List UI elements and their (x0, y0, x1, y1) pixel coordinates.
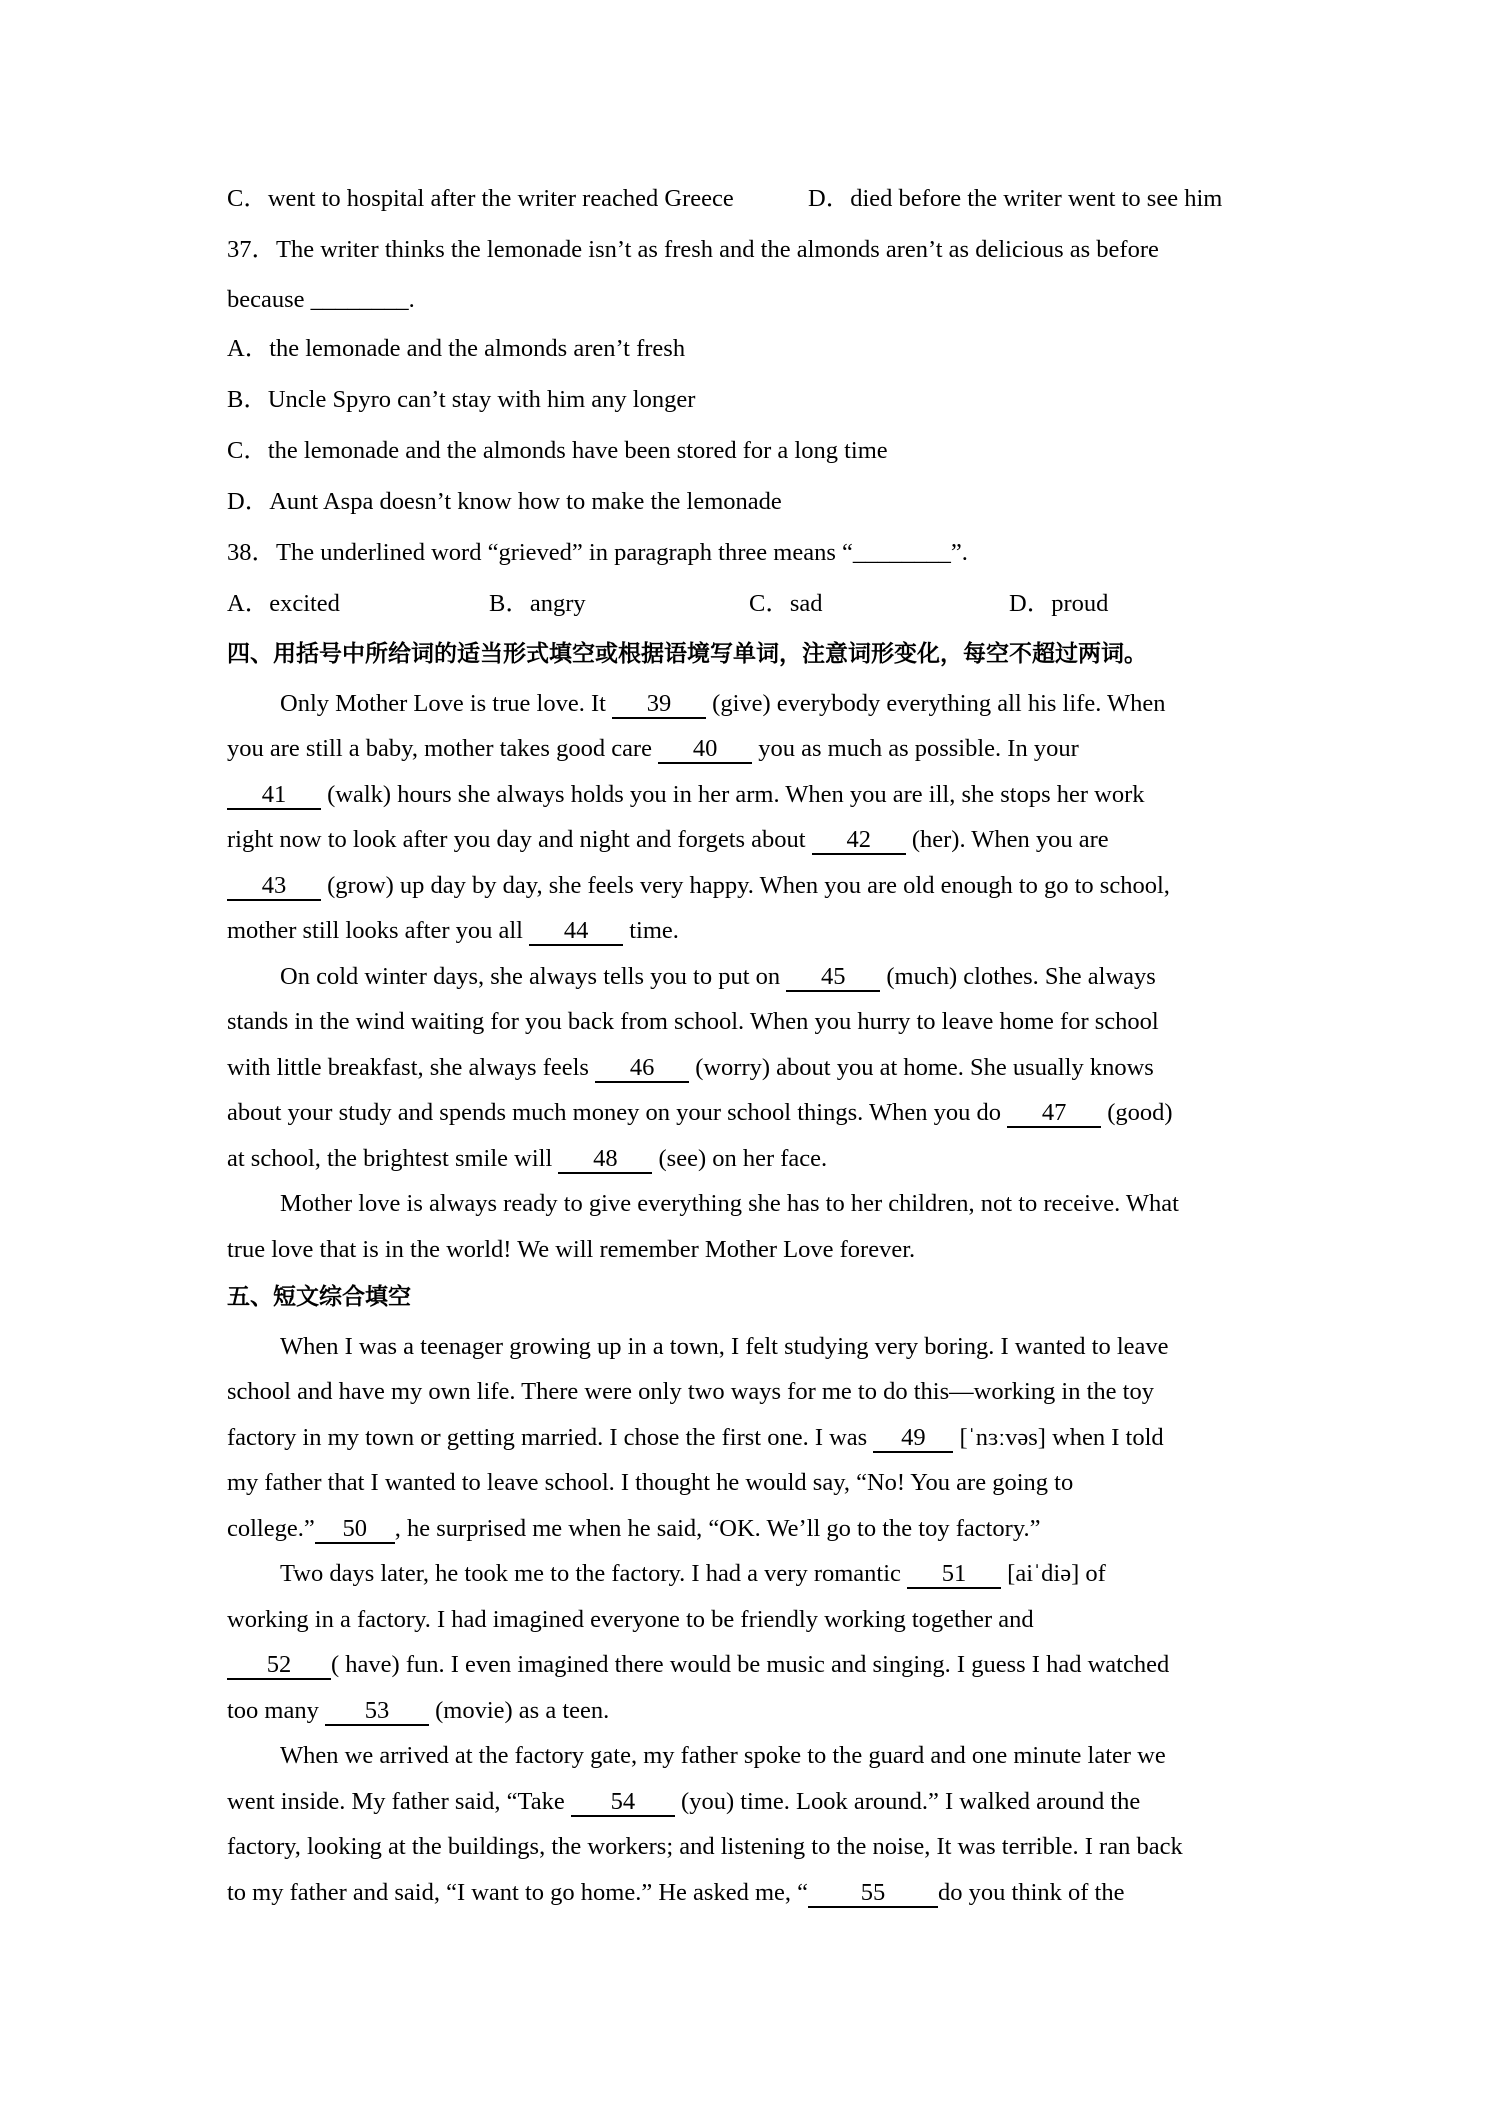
blank-43[interactable]: 43 (227, 873, 321, 901)
section4-heading: 四、用括号中所给词的适当形式填空或根据语境写单词，注意词形变化，每空不超过两词。 (227, 641, 1147, 667)
passage2-line: too many 53 (movie) as a teen. (227, 1697, 610, 1724)
passage1-line: you are still a baby, mother takes good care 40 you as much as possible. In your (227, 735, 1079, 762)
q38-option-d: D．proud (1009, 590, 1109, 617)
passage1-line: about your study and spends much money on your school things. When you do 47 (good) (227, 1099, 1173, 1126)
q38-option-c: C．sad (749, 590, 823, 617)
passage2-line: When we arrived at the factory gate, my father spoke to the guard and one minute later we (280, 1742, 1166, 1769)
passage1-line: stands in the wind waiting for you back from school. When you hurry to leave home for school (227, 1008, 1159, 1035)
passage1-line: true love that is in the world! We will remember Mother Love forever. (227, 1236, 916, 1263)
blank-55[interactable]: 55 (808, 1880, 938, 1908)
blank-40[interactable]: 40 (658, 736, 752, 764)
blank-51[interactable]: 51 (907, 1561, 1001, 1589)
blank-39[interactable]: 39 (612, 691, 706, 719)
passage1-line: Only Mother Love is true love. It 39 (give) everybody everything all his life. When (280, 690, 1166, 717)
passage2-line: Two days later, he took me to the factory. I had a very romantic 51 [aiˈdiə] of (280, 1560, 1106, 1587)
blank-53[interactable]: 53 (325, 1698, 429, 1726)
q37-option-c: C．the lemonade and the almonds have been stored for a long time (227, 437, 888, 464)
section5-heading: 五、短文综合填空 (227, 1284, 411, 1310)
passage2-line: to my father and said, “I want to go home.” He asked me, “ 55 do you think of the (227, 1879, 1125, 1906)
blank-49[interactable]: 49 (873, 1425, 953, 1453)
q38-option-b: B．angry (489, 590, 586, 617)
blank-52[interactable]: 52 (227, 1652, 331, 1680)
q37-option-a: A．the lemonade and the almonds aren’t fresh (227, 335, 686, 362)
passage2-line: factory, looking at the buildings, the workers; and listening to the noise, It was terrible. I ran back (227, 1833, 1183, 1860)
passage1-line: 43 (grow) up day by day, she feels very happy. When you are old enough to go to school, (227, 870, 1170, 902)
q37-stem-cont: because ________. (227, 286, 415, 313)
blank-50[interactable]: 50 (315, 1516, 395, 1544)
passage2-line: went inside. My father said, “Take 54 (you) time. Look around.” I walked around the (227, 1788, 1141, 1815)
passage2-line: my father that I wanted to leave school. I thought he would say, “No! You are going to (227, 1469, 1074, 1496)
passage1-line: mother still looks after you all 44 time. (227, 917, 679, 944)
passage2-line: 52 ( have) fun. I even imagined there would be music and singing. I guess I had watched (227, 1649, 1169, 1681)
passage2-line: school and have my own life. There were only two ways for me to do this—working in the toy (227, 1378, 1154, 1405)
passage1-line: with little breakfast, she always feels 46 (worry) about you at home. She usually knows (227, 1054, 1154, 1081)
q37-option-b: B．Uncle Spyro can’t stay with him any longer (227, 386, 696, 413)
passage2-line: When I was a teenager growing up in a town, I felt studying very boring. I wanted to leave (280, 1333, 1169, 1360)
q38-stem: 38．The underlined word “grieved” in paragraph three means “________”. (227, 539, 968, 566)
passage1-line: right now to look after you day and night and forgets about 42 (her). When you are (227, 826, 1109, 853)
blank-47[interactable]: 47 (1007, 1100, 1101, 1128)
passage2-line: college.” 50 , he surprised me when he said, “OK. We’ll go to the toy factory.” (227, 1515, 1041, 1542)
q37-option-d: D．Aunt Aspa doesn’t know how to make the lemonade (227, 488, 782, 515)
passage1-line: On cold winter days, she always tells you to put on 45 (much) clothes. She always (280, 963, 1156, 990)
passage2-line: working in a factory. I had imagined everyone to be friendly working together and (227, 1606, 1034, 1633)
blank-41[interactable]: 41 (227, 782, 321, 810)
q36-option-d: D．died before the writer went to see him (808, 185, 1223, 212)
q37-stem: 37．The writer thinks the lemonade isn’t as fresh and the almonds aren’t as delicious as before (227, 236, 1159, 263)
blank-46[interactable]: 46 (595, 1055, 689, 1083)
passage1-line: at school, the brightest smile will 48 (see) on her face. (227, 1145, 828, 1172)
passage1-line: Mother love is always ready to give everything she has to her children, not to receive. What (280, 1190, 1179, 1217)
q36-option-c: C．went to hospital after the writer reached Greece (227, 185, 734, 212)
q38-option-a: A．excited (227, 590, 340, 617)
blank-48[interactable]: 48 (558, 1146, 652, 1174)
blank-44[interactable]: 44 (529, 918, 623, 946)
passage2-line: factory in my town or getting married. I chose the first one. I was 49 [ˈnɜːvəs] when I told (227, 1424, 1164, 1451)
blank-45[interactable]: 45 (786, 964, 880, 992)
blank-54[interactable]: 54 (571, 1789, 675, 1817)
passage1-line: 41 (walk) hours she always holds you in her arm. When you are ill, she stops her work (227, 779, 1145, 811)
blank-42[interactable]: 42 (812, 827, 906, 855)
